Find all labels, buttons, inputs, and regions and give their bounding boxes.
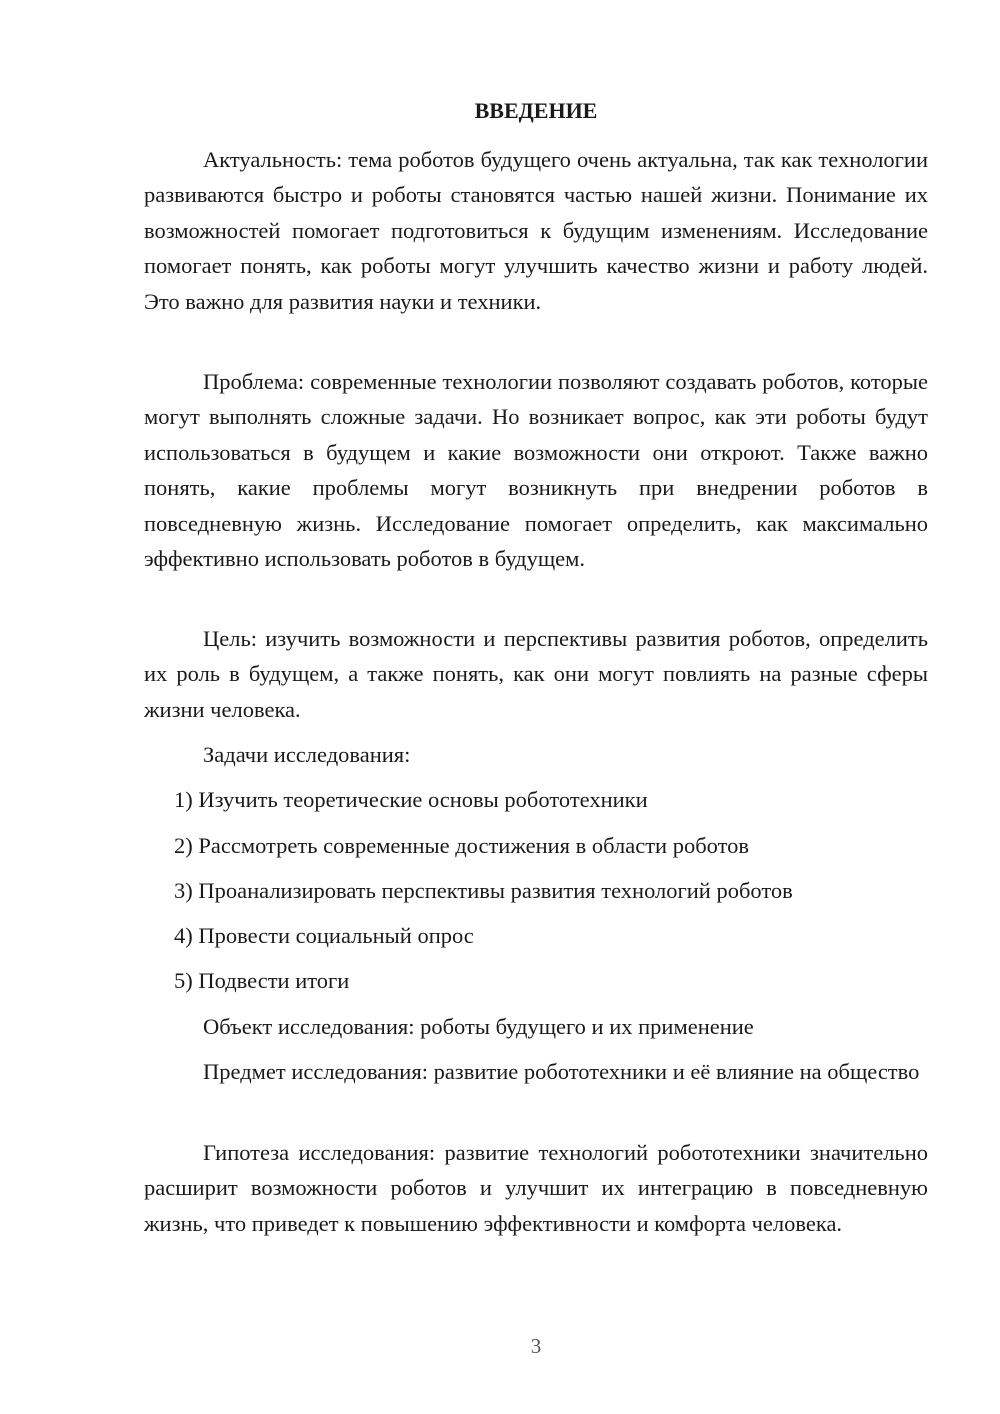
relevance-paragraph: Актуальность: тема роботов будущего очень актуальна, так как технологии развиваются быстро и роботы становятся частью нашей жизни. Понимание их возможностей помогает подготовиться к будущим изменениям. Исследование помогает понять, как роботы могут улучшить качество жизни и работу людей. Это важно для развития науки и техники.: [144, 147, 928, 314]
tasks-heading: Задачи исследования:: [203, 742, 411, 767]
hypothesis-paragraph: Гипотеза исследования: развитие технологий робототехники значительно расширит возможности роботов и улучшит их интеграцию в повседневную жизнь, что приведет к повышению эффективности и комфорта человека.: [144, 1140, 928, 1236]
task-item: 5) Подвести итоги: [174, 968, 350, 993]
task-item: 3) Проанализировать перспективы развития технологий роботов: [174, 878, 793, 903]
task-item: 1) Изучить теоретические основы робототехники: [174, 787, 648, 812]
page-title: ВВЕДЕНИЕ: [474, 98, 598, 123]
task-item: 4) Провести социальный опрос: [174, 923, 474, 948]
page-number: 3: [530, 1334, 542, 1358]
goal-paragraph: Цель: изучить возможности и перспективы развития роботов, определить их роль в будущем, а также понять, как они могут повлиять на разные сферы жизни человека.: [144, 626, 928, 722]
problem-paragraph: Проблема: современные технологии позволяют создавать роботов, которые могут выполнять сложные задачи. Но возникает вопрос, как эти роботы будут использоваться в будущем и какие возможности они откроют. Также важно понять, какие проблемы могут возникнуть при внедрении роботов в повседневную жизнь. Исследование помогает определить, как максимально эффективно использовать роботов в будущем.: [144, 369, 928, 572]
subject-paragraph: Предмет исследования: развитие робототехники и её влияние на общество: [203, 1059, 920, 1084]
object-paragraph: Объект исследования: роботы будущего и их применение: [203, 1014, 754, 1039]
task-item: 2) Рассмотреть современные достижения в области роботов: [174, 833, 750, 858]
